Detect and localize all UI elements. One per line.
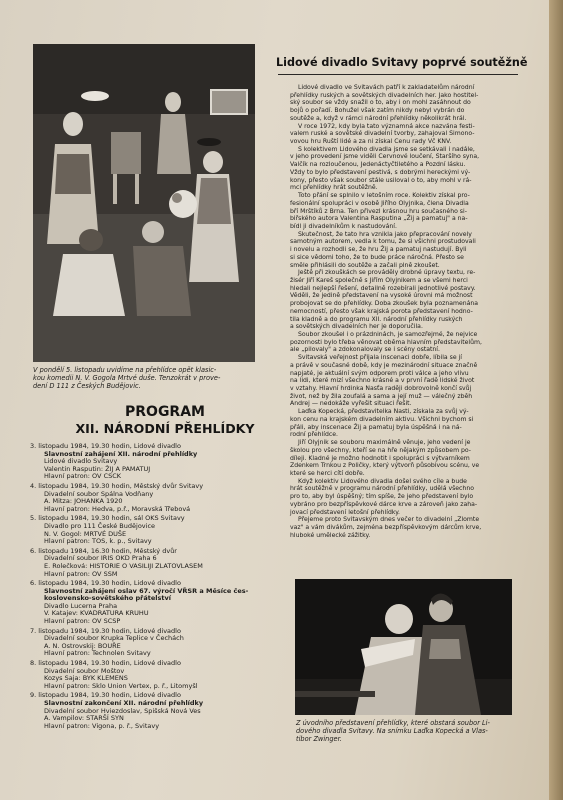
program-entry [30, 580, 276, 626]
article-line: Když kolektiv Lidového divadla došel svého cíle a bude [298, 477, 467, 485]
program-entry-date: 8. listopadu 1984, 19.30 hodin, Lidové divadlo [30, 659, 181, 668]
program-entry-line: V. Katajev: KVADRATURA KRUHU [44, 609, 149, 618]
article-line: Skutečnost, že tato hra vznikla jako přepracování novely [298, 230, 472, 238]
article-paragraph [280, 192, 518, 231]
article-line: napjaté, je aktuální svým odporem proti válce a jeho vlivu [290, 369, 469, 377]
article-line: kon cenu na krajském divadelním aktivu. Všichni bychom si [290, 415, 474, 423]
article-line: fesionální spolupráci v osobě Jiřího Olyjnika, člena Divadla [290, 199, 469, 207]
program-entry-line: Hlavní patron: Hedva, p.ř., Moravská Třebová [44, 504, 191, 513]
article-paragraph [280, 439, 518, 478]
photo-mrtve-duse [33, 44, 255, 362]
program-entry-line: Divadelní soubor Moštov [44, 666, 125, 675]
program-entry-date: 3. listopadu 1984, 19.30 hodin, Lidové divadlo [30, 442, 181, 450]
article-line: přáli, aby inscenace Žij a pamatuj byla úspěšná i na ná- [290, 423, 462, 431]
program-entry-line: A. Vampilov: STARŠÍ SYN [44, 714, 124, 723]
program-subtitle: XII. NÁRODNÍ PŘEHLÍDKY [75, 421, 255, 436]
article-line: jovací představení letošní přehlídky. [290, 508, 400, 516]
program-entry [30, 443, 276, 481]
program-entry-line: Divadelní soubor Spálna Vodňany [44, 489, 154, 498]
headline-divider [278, 74, 518, 75]
caption-line: Z úvodního představení přehlídky, které obstará soubor Li- [296, 719, 490, 727]
article-line: pozornosti bylo třeba věnovat oběma hlavním představitelům, [290, 338, 482, 346]
program-entry [30, 692, 276, 730]
program-entry-line: Kozys Saja: BYK KLEMENS [44, 674, 128, 683]
article-line: Zdenkem Trnkou z Poličky, který výtvorň působivou scénu, ve [290, 462, 480, 470]
article-line: díleji. Kladné je možno hodnotit i spolupráci s výtvarníkem [290, 454, 470, 462]
program-entry-line: Divadelní soubor Krupka Teplice v Čechách [44, 634, 184, 643]
article-body [280, 84, 518, 539]
article-line: v jeho provedení jsme viděli Cervnové loučení, Staršího syna, [290, 153, 480, 161]
article-line: V roce 1972, kdy byla tato významná akce nazvána festi- [298, 122, 475, 130]
article-line: a právě v současné době, kdy je mezinárodní situace značně [290, 361, 478, 369]
article-line: tila kladně a do programu XII. národní přehlídky ruských [290, 315, 463, 323]
article-line: život, než by žila zoufalá a sama a její muž — válečný zběh [290, 392, 473, 400]
program-entry-date: 4. listopadu 1984, 19.30 hodin, Městský dvůr Svitavy [30, 481, 204, 490]
article-line: Ještě při zkouškách se prováděly drobné úpravy textu, re- [298, 269, 476, 277]
article-line: v vztahy. Hlavní hrdinka Nasťa raději dobrovolně končí svůj [290, 385, 472, 393]
article-paragraph [280, 123, 518, 146]
article-line: Přejeme proto Svitavským dnes večer to divadelní „Zlomte [298, 516, 480, 524]
program-entry-line: Hlavní patron: OV SCSP [44, 617, 121, 626]
article-line: hluboké umělecké zážitky. [290, 531, 371, 539]
article-paragraph [280, 146, 518, 192]
caption-line: kou komedii N. V. Gogola Mrtvé duše. Tenzokrát v prove- [33, 374, 221, 383]
program-entry-line: Hlavní patron: OV SSM [44, 569, 118, 578]
article-line: bídl ji divadelníkům k nastudování. [290, 222, 397, 230]
program-entry-line: Hlavní patron: TOS, k. p., Svitavy [44, 537, 152, 546]
article-line: Jiří Olyjnik se souboru maximálně věnuje, jeho vedení je [298, 439, 471, 447]
program-list [30, 443, 276, 732]
article-line: vybráno pro bezpříspěvkové dárce krve a zároveň jako zaha- [290, 500, 478, 508]
article-line: a sovětských divadelních her je doporučila. [290, 323, 423, 331]
article-paragraph [280, 84, 518, 123]
program-entry-line: A. Mitza: JOHANKA 1920 [44, 497, 123, 506]
caption-line: dového divadla Svitavy. Na snímku Laďka Kopecká a Vlas- [296, 727, 488, 736]
article-line: nemocností, přesto však krajská porota představení hodno- [290, 307, 473, 315]
article-line: které se herci cítí dobře. [290, 469, 365, 477]
program-entry [30, 548, 276, 578]
article-line: kony, přesto však soubor stále usiloval o to, aby mohl v rá- [290, 176, 472, 184]
article-line: žisér Jiří Kareš společně s Jiřím Olyjnikem a se všemi herci [290, 276, 468, 284]
caption-top [33, 366, 265, 391]
article-line: pro to, aby byl úspěšný; tím spíše, že jeho představení bylo [290, 493, 474, 501]
program-entry-line: Divadlo pro 111 České Budějovice [44, 521, 156, 530]
article-line: Věděli, že jedině představení na vysoké úrovni má možnost [290, 292, 473, 300]
article-line: bojů o pořadí. Bohužel však zatím nikdy nebyl vybrán do [290, 107, 465, 115]
article-paragraph [280, 231, 518, 270]
article-line: Vždy to bylo představení pestivá, s dobrými hereckými vý- [290, 168, 471, 176]
article-line: na lidi, které mizí všechno krásné a v první řadě lidské život [290, 377, 475, 385]
program-entry-line: Slavnostní zahájení oslav 67. výročí VŘSR a Měsíce čes- [44, 586, 249, 595]
article-line: biřského autora Valentina Rasputina „Žij a pamatuj" a na- [290, 215, 468, 223]
article-line: Andrej — nedokáže vyřešit situaci řešit. [290, 400, 412, 408]
article-line: hledali nejlepší řešení, detailně rozebírali jednotlivé postavy. [290, 284, 476, 292]
program-entry-line: koslovensko-sovětského přátelství [44, 594, 171, 603]
program-entry [30, 515, 276, 545]
article-line: vovou hru Ruští lidé a za ni získal Cenu rady Vč KNV. [290, 138, 452, 146]
program-entry [30, 660, 276, 690]
program-entry-line: Divadlo Lucerna Praha [44, 601, 118, 610]
article-paragraph [280, 354, 518, 408]
article-line: Valčík na rozloučenou, Jedenáctyčtiletého a Pozdní lásku. [290, 161, 466, 169]
article-paragraph [280, 269, 518, 331]
article-line: Soubor zkoušel i o prázdninách, je samozřejmé, že nejvice [298, 331, 478, 338]
program-entry-date: 5. listopadu 1984, 19.30 hodin, sál OKS Svitavy [30, 514, 185, 523]
article-paragraph [280, 478, 518, 517]
program-entry-line: A. N. Ostrovskij: BOUŘE [44, 641, 121, 650]
caption-bottom [296, 719, 516, 744]
program-entry-line: Divadelní soubor IRIS OKD Praha 6 [44, 554, 157, 563]
caption-line: tibor Zwinger. [296, 735, 342, 744]
article-line: valem ruské a sovětské divadelní tvorby, zahajoval Simono- [290, 130, 475, 138]
caption-line: dení D 111 z Českých Budějovic. [33, 382, 141, 391]
article-line: směle přihlásili do soutěže a začali plně zkoušet. [290, 261, 440, 269]
article-line: probojovat se do přehlídky. Doba zkoušek byla poznamenána [290, 300, 479, 308]
article-headline: Lidové divadlo Svitavy poprvé soutěžně [276, 56, 528, 69]
program-title: PROGRAM [125, 404, 205, 420]
program-entry-line: Slavnostní zahájení XII. národní přehlídky [44, 449, 198, 458]
article-line: samotným autorem, vedla k tomu, že si všichni prostudovali [290, 238, 476, 246]
program-entry-line: Hlavní patron: OV CSCK [44, 472, 122, 481]
article-line: přehlídky ruských a sovětských divadelních her. Jako hostitel- [290, 91, 479, 99]
article-line: Laďka Kopecká, představitelka Nasti, získala za svůj vý- [298, 408, 469, 416]
article-line: mci přehlídky hrát soutěžně. [290, 184, 378, 192]
article-line: i novelu a rozhodli se, že hru Žij a pamatuj nastudují. Byli [290, 246, 467, 254]
article-line: rodní přehlídce. [290, 431, 338, 439]
article-line: Lidové divadlo ve Svitavách patří k zakladatelům národní [298, 84, 475, 91]
article-paragraph [280, 408, 518, 439]
photo-zij-a-pamatuj [295, 579, 512, 715]
article-paragraph [280, 331, 518, 354]
program-entry-line: Hlavní patron: Technolen Svitavy [44, 649, 151, 658]
program-entry-line: Valentin Rasputin: ŽIJ A PAMATUJ [44, 464, 151, 473]
article-line: bří Mrštíků z Brna. Ten přivezl krásnou hru současného si- [290, 207, 467, 215]
program-entry-line: Hlavní patron: Sklo Union Vertex, p. ř., Litomyšl [44, 681, 198, 690]
program-entry-line: Hlavní patron: Vigona, p. ř., Svitavy [44, 721, 160, 730]
program-entry-line: N. V. Gogol: MRTVÉ DUŠE [44, 529, 127, 538]
article-line: hrát soutěžně v programu národní přehlídky, udělá všechno [290, 485, 474, 493]
program-entry-line: E. Rolečková: HISTORIE O VASILIJI ZLATOVLASEM [44, 561, 203, 570]
article-paragraph [280, 516, 518, 539]
article-line: Toto přání se splnilo v letošním roce. Kolektiv získal pro- [298, 192, 470, 200]
article-line: Svitavská veřejnost přijala inscenaci dobře, líbila se jí [298, 354, 462, 362]
article-line: ský soubor se vždy snažil o to, aby i on mohl zasáhnout do [290, 99, 471, 107]
page-edge-shadow [549, 0, 563, 800]
program-entry-line: Divadelní soubor Hviezdoslav, Spišská Nová Ves [44, 706, 201, 715]
program-entry-line: Slavnostní zakončení XII. národní přehlídky [44, 699, 204, 707]
program-entry-date: 6. listopadu 1984, 16.30 hodin, Městský dvůr [30, 546, 177, 555]
article-line: S kolektivem Lidového divadla jsme se setkávali i nadále, [298, 145, 475, 153]
program-entry [30, 628, 276, 658]
article-line: školou pro všechny, kteří se na hře nějakým způsobem po- [290, 446, 471, 454]
caption-line: V pondělí 5. listopadu uvidíme na přehlídce opět klasic- [33, 366, 217, 374]
article-line: soutěže a, když v rámci národní přehlídky několikrát hrál. [290, 114, 467, 122]
program-entry-date: 7. listopadu 1984, 19.30 hodin, Lidové divadlo [30, 626, 181, 635]
program-entry-line: Lidové divadlo Svitavy [44, 457, 118, 466]
program-entry-date: 6. listopadu 1984, 19.30 hodin, Lidové divadlo [30, 579, 181, 588]
article-line: vaz" a vám divákům, zejména bezpříspěvkovým dárcům krve, [290, 523, 482, 531]
article-line: ale „pilovaly" a zdokonalovaly se i scény ostatní. [290, 346, 440, 354]
program-entry [30, 483, 276, 513]
article-line: si sice vědomi toho, že to bude práce náročná. Přesto se [290, 253, 464, 261]
program-entry-date: 9. listopadu 1984, 19.30 hodin, Lidové divadlo [30, 691, 181, 700]
